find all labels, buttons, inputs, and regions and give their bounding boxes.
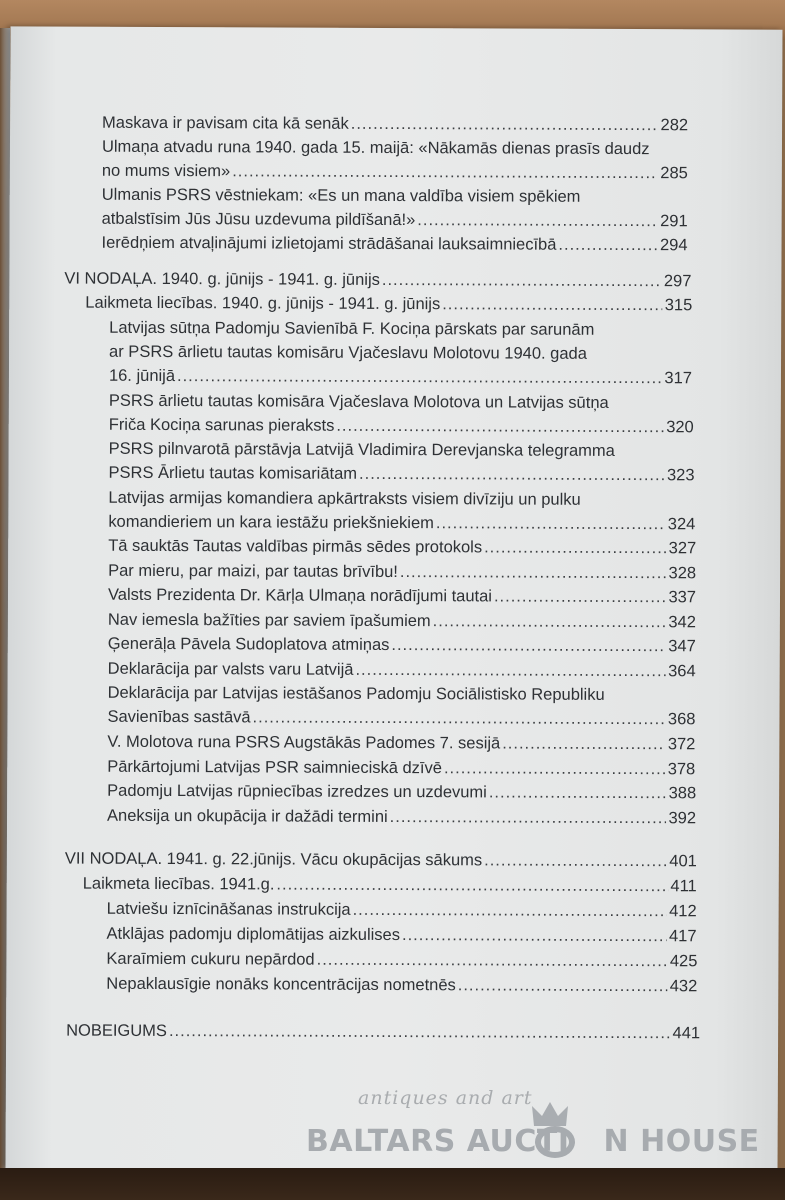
leader-dots: [402, 923, 667, 948]
toc-page-number: 324: [667, 515, 696, 534]
toc-entry-title: Par mieru, par maizi, par tautas brīvību!: [108, 561, 398, 582]
toc-page-number: 291: [660, 212, 688, 231]
toc-entry-title-cont: komandieriem un kara iestāžu priekšniekiem: [108, 512, 434, 533]
leader-dots: [484, 535, 667, 560]
toc-page-number: 412: [669, 902, 697, 921]
leader-dots: [355, 658, 666, 683]
toc-entry-title-cont: 16. jūnijā: [108, 366, 176, 386]
toc-entry: [107, 897, 697, 924]
toc-entry: [108, 437, 694, 488]
toc-page-number: 441: [672, 1024, 701, 1043]
toc-page-number: 411: [670, 877, 697, 896]
toc-entry-title-cont: ar PSRS ārlietu tautas komisāru Vjačeslavu Molotovu 1940. gada: [109, 342, 587, 363]
watermark-brand-left: BALTARS AUCTI: [306, 1124, 570, 1159]
toc-page-number: 364: [668, 662, 696, 681]
toc-entry-title: Padomju Latvijas rūpniecības izredzes un uzdevumi: [107, 781, 487, 802]
toc-chapter-title: VII NODAĻA. 1941. g. 22.jūnijs. Vācu okupācijas sākums: [64, 849, 483, 870]
toc-entry: [107, 681, 695, 732]
toc-entry-title-cont: no mums visiem»: [101, 161, 231, 181]
toc-page-number: 372: [667, 735, 696, 754]
watermark-brand: [306, 1124, 760, 1159]
leader-dots: [400, 560, 667, 585]
toc-entry-title: Ulmanis PSRS vēstniekam: «Es un mana valdība visiem spēkiem: [101, 185, 581, 206]
toc-entry-title: Ulmaņa atvadu runa 1940. gada 15. maijā: «Nākamās dienas prasīs daudz: [101, 137, 650, 159]
toc-section-title: Laikmeta liecības. 1940. g. jūnijs - 1941. g. jūnijs: [85, 293, 441, 314]
leader-dots: [276, 872, 668, 898]
toc-chapter-title: VI NODAĻA. 1940. g. jūnijs - 1941. g. jūnijs: [64, 269, 380, 289]
leader-dots: [417, 208, 658, 233]
watermark-tagline: antiques and art: [358, 1087, 533, 1109]
leader-dots: [359, 462, 665, 487]
toc-entry: [106, 947, 697, 974]
toc-entry-title: Maskava ir pavisam cita kā senāk: [102, 113, 349, 133]
toc-chapter-title: NOBEIGUMS: [66, 1021, 168, 1041]
toc-page-number: 425: [669, 952, 698, 971]
toc-entry-title: Latviešu iznīcināšanas instrukcija: [106, 899, 351, 919]
toc-page-number: 401: [669, 852, 697, 871]
toc-entry: [107, 804, 696, 831]
toc-page-number: 285: [660, 164, 688, 183]
toc-entry-title-cont: Savienības sastāvā: [107, 707, 251, 727]
toc-page-number: 342: [668, 613, 696, 632]
toc-page-number: 378: [667, 760, 696, 779]
toc-entry-title: Ierēdņiem atvaļinājumi izlietojami strādāšanai lauksaimniecībā: [101, 233, 557, 254]
toc-chapter: [65, 847, 697, 874]
toc-entry: [102, 135, 688, 186]
toc-entry: [108, 583, 696, 610]
table-of-contents: [6, 26, 783, 1171]
toc-page-number: 388: [668, 784, 697, 803]
toc-entry: [106, 922, 696, 949]
leader-dots: [502, 731, 666, 756]
leader-dots: [336, 414, 664, 439]
toc-entry: [108, 608, 696, 635]
watermark-ring-logo: [535, 1126, 575, 1158]
leader-dots: [444, 756, 666, 781]
toc-section: [85, 291, 692, 318]
toc-page-number: 323: [666, 466, 695, 485]
leader-dots: [494, 584, 667, 609]
leader-dots: [177, 364, 663, 390]
toc-entry-title-cont: PSRS Ārlietu tautas komisariātam: [108, 463, 358, 483]
toc-page-number: 368: [667, 710, 696, 729]
leader-dots: [351, 112, 659, 137]
leader-dots: [436, 511, 666, 536]
toc-entry: [107, 779, 696, 806]
toc-page-number: 432: [669, 977, 698, 996]
leader-dots: [169, 1019, 671, 1045]
toc-entry: [108, 657, 696, 684]
toc-entry-title-cont: Friča Kociņa sarunas pieraksts: [108, 415, 335, 435]
leader-dots: [484, 848, 667, 873]
toc-entry-title: V. Molotova runa PSRS Augstākās Padomes 7. sesijā: [107, 732, 501, 753]
leader-dots: [433, 609, 667, 634]
wood-surface-bottom: [0, 1168, 785, 1200]
toc-entry: [108, 559, 696, 586]
toc-entry-title: Deklarācija par Latvijas iestāšanos Padomju Sociālistisko Republiku: [107, 683, 605, 704]
leader-dots: [232, 159, 658, 185]
leader-dots: [382, 268, 662, 293]
toc-page-number: 392: [668, 809, 697, 828]
toc-section-title: Laikmeta liecības. 1941.g.: [82, 874, 275, 894]
toc-entry: [108, 632, 696, 659]
leader-dots: [391, 633, 666, 658]
toc-page-number: 320: [666, 418, 694, 437]
toc-page-number: 328: [668, 564, 697, 583]
toc-entry-title: Valsts Prezidenta Dr. Kārļa Ulmaņa norādījumi tautai: [107, 585, 493, 606]
toc-chapter: [66, 1019, 700, 1046]
toc-entry-title: Karaīmiem cukuru nepārdod: [106, 949, 315, 969]
toc-page-number: 282: [660, 116, 689, 135]
toc-page-number: 327: [668, 539, 697, 558]
toc-entry-title: Tā sauktās Tautas valdības pirmās sēdes protokols: [108, 536, 483, 557]
toc-entry: [101, 231, 687, 258]
toc-entry-title: Latvijas armijas komandiera apkārtraksts visiem divīziju un pulku: [108, 488, 581, 509]
toc-entry: [108, 534, 696, 561]
toc-entry: [102, 111, 688, 138]
toc-entry-title: PSRS ārlietu tautas komisāra Vjačeslava Molotova un Latvijas sūtņa: [108, 391, 609, 412]
toc-entry-title: Nepaklausīgie nonāks koncentrācijas nometnēs: [106, 974, 456, 995]
toc-chapter: [64, 267, 691, 294]
toc-section: [83, 872, 697, 899]
leader-dots: [489, 780, 667, 805]
toc-page-number: 294: [659, 236, 688, 255]
toc-entry-title: Atklājas padomju diplomātijas aizkulises: [106, 924, 401, 945]
toc-entry-title: Latvijas sūtņa Padomju Savienībā F. Kociņa pārskats par sarunām: [109, 318, 595, 339]
book-page: [6, 26, 783, 1171]
toc-page-number: 347: [668, 637, 696, 656]
toc-entry: [102, 183, 688, 234]
toc-page-number: 317: [664, 369, 693, 388]
toc-entry-title: Aneksija un okupācija ir dažādi termini: [107, 806, 388, 826]
toc-entry-title: Ģenerāļa Pāvela Sudoplatova atmiņas: [107, 634, 390, 654]
toc-page-number: 337: [668, 588, 697, 607]
toc-entry-title: Deklarācija par valsts varu Latvijā: [107, 659, 354, 679]
leader-dots: [558, 233, 658, 257]
leader-dots: [253, 705, 666, 731]
toc-entry: [106, 972, 697, 999]
toc-page-number: 417: [668, 927, 697, 946]
leader-dots: [458, 973, 668, 998]
toc-entry: [108, 486, 695, 537]
toc-entry: [107, 730, 695, 757]
watermark-brand-right: N HOUSE: [603, 1124, 760, 1159]
leader-dots: [353, 898, 668, 923]
toc-entry-title: Pārkārtojumi Latvijas PSR saimnieciskā dzīvē: [107, 757, 443, 778]
toc-entry-title: Nav iemesla bažīties par saviem īpašumiem: [107, 610, 431, 631]
leader-dots: [317, 948, 668, 974]
toc-entry-title: PSRS pilnvarotā pārstāvja Latvijā Vladimira Derevjanska telegramma: [108, 439, 615, 460]
toc-page-number: 297: [663, 272, 692, 291]
leader-dots: [442, 292, 663, 317]
toc-entry-title-cont: atbalstīsim Jūs Jūsu uzdevuma pildīšanā!»: [101, 209, 416, 230]
leader-dots: [390, 805, 667, 830]
toc-entry: [107, 755, 695, 782]
toc-entry: [109, 389, 694, 440]
toc-page-number: 315: [664, 296, 693, 315]
toc-entry: [109, 316, 692, 391]
